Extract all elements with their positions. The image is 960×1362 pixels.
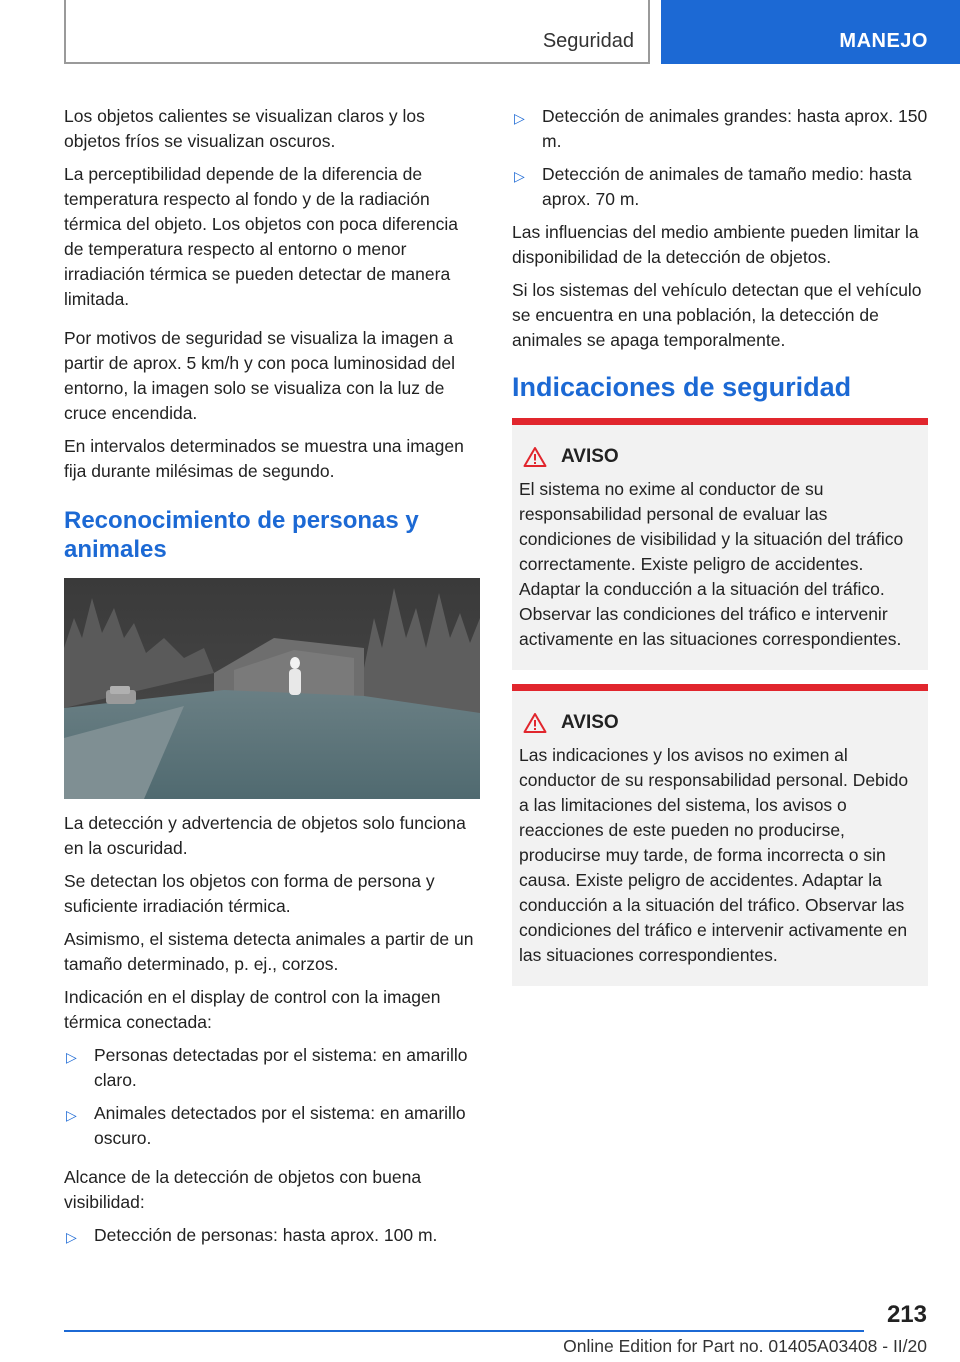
warning-header (519, 445, 922, 469)
triangle-bullet-icon: ▷ (66, 1107, 77, 1123)
bullet-list (64, 1043, 480, 1151)
section-title: Seguridad (542, 30, 634, 52)
warning-header (519, 711, 922, 735)
footer-edition: Online Edition for Part no. 01405A03408 - II/20 (563, 1336, 927, 1356)
triangle-bullet-icon: ▷ (66, 1049, 77, 1065)
paragraph: Se detectan los objetos con forma de persona y suficiente irradiación térmica. (64, 871, 435, 916)
list-item: ▷ Detección de animales de tamaño medio: hasta aprox. 70 m. (514, 164, 912, 209)
list-item: ▷ Detección de personas: hasta aprox. 100 m. (64, 1223, 480, 1248)
warning-triangle-icon (523, 446, 547, 468)
list-item: ▷ Detección de animales grandes: hasta aprox. 150 m. (514, 106, 928, 151)
paragraph: La perceptibilidad depende de la diferencia de temperatura respecto al fondo y de la radiación térmica del objeto. Los objetos con poca diferencia de temperatura respecto al entorno o menor irradiación térmica se pueden detectar de manera limitada. (64, 164, 458, 309)
chapter-tab[interactable] (661, 0, 960, 64)
paragraph: Asimismo, el sistema detecta animales a partir de un tamaño determinado, p. ej., corzos. (64, 929, 474, 974)
warning-title: AVISO (561, 446, 619, 467)
paragraph: Indicación en el display de control con la imagen térmica conectada: (64, 987, 441, 1032)
warning-triangle-icon (523, 712, 547, 734)
triangle-bullet-icon: ▷ (66, 1229, 77, 1245)
footer-divider (64, 1330, 864, 1332)
triangle-bullet-icon: ▷ (514, 110, 525, 126)
list-item: ▷ Animales detectados por el sistema: en amarillo oscuro. (66, 1103, 466, 1148)
header-section-box (64, 0, 650, 64)
warning-text: Las indicaciones y los avisos no eximen al conductor de su responsabilidad personal. Debido a las limitaciones del sistema, los avisos o reacciones de este pueden no producirse, producirse muy tarde, de forma incorrecta o sin causa. Existe peligro de accidentes. Adaptar la conducción a la situación del tráfico. Observar las condiciones del tráfico e intervenir activamente en las situaciones correspondientes. (519, 745, 909, 965)
right-column (512, 104, 928, 1000)
warning-box (512, 684, 928, 986)
paragraph: Alcance de la detección de objetos con buena visibilidad: (64, 1167, 422, 1212)
paragraph: La detección y advertencia de objetos solo funciona en la oscuridad. (64, 813, 466, 858)
paragraph: En intervalos determinados se muestra una imagen fija durante milésimas de segundo. (64, 436, 464, 481)
paragraph: Si los sistemas del vehículo detectan que el vehículo se encuentra en una población, la detección de animales se apaga temporalmente. (512, 280, 922, 350)
section-heading: Reconocimiento de personas y animales (64, 507, 419, 563)
warning-title: AVISO (561, 712, 619, 733)
page-number: 213 (886, 1301, 927, 1328)
warning-text: El sistema no exime al conductor de su responsabilidad personal de evaluar las condiciones de visibilidad y la situación del tráfico correctamente. Existe peligro de accidentes. Adaptar la conducción a la situación del tráfico. Observar las condiciones del tráfico e intervenir activamente en las situaciones correspondientes. (519, 479, 904, 649)
bullet-list (512, 104, 928, 212)
paragraph: Los objetos calientes se visualizan claros y los objetos fríos se visualizan oscuros. (64, 106, 425, 151)
list-item: ▷ Personas detectadas por el sistema: en amarillo claro. (66, 1045, 468, 1090)
chapter-title: MANEJO (839, 30, 928, 52)
left-column (64, 104, 480, 1256)
thermal-night-vision-image (64, 578, 480, 799)
bullet-list (64, 1223, 480, 1248)
section-heading: Indicaciones de seguridad (512, 372, 852, 402)
warning-box (512, 418, 928, 670)
paragraph: Por motivos de seguridad se visualiza la imagen a partir de aprox. 5 km/h y con poca luminosidad del entorno, la imagen solo se visualiza con la luz de cruce encendida. (64, 328, 456, 423)
triangle-bullet-icon: ▷ (514, 168, 525, 184)
paragraph: Las influencias del medio ambiente pueden limitar la disponibilidad de la detección de objetos. (512, 222, 919, 267)
